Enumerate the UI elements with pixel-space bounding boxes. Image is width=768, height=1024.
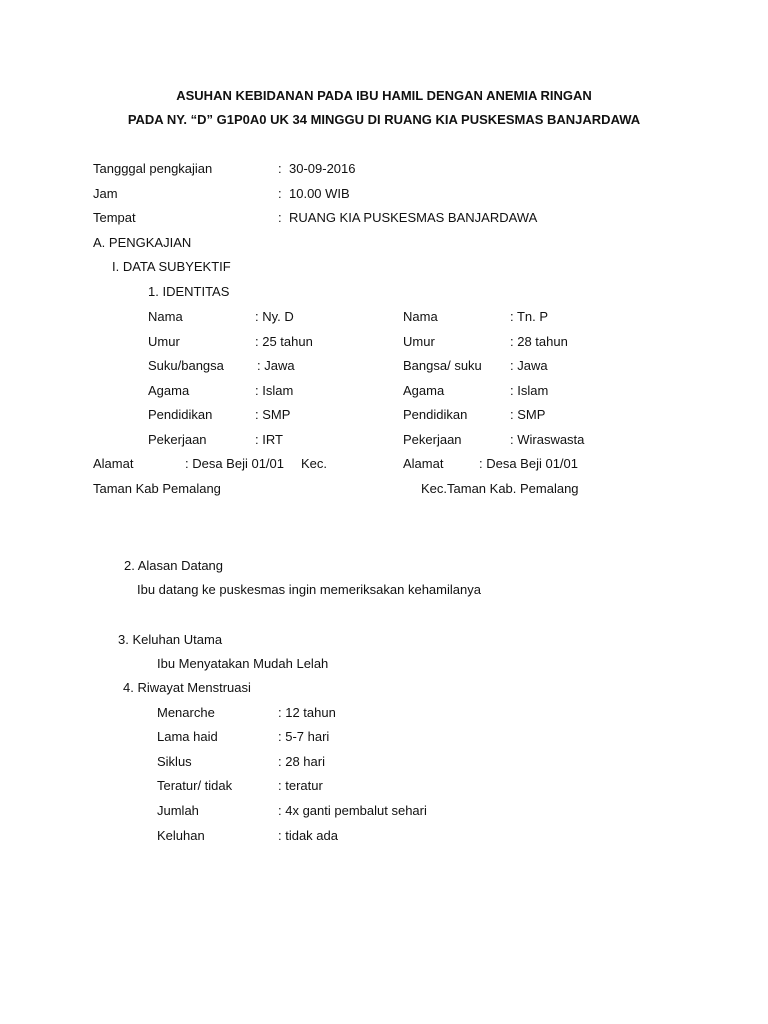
- ibu-alamat-kec: Kec.: [301, 456, 328, 471]
- ibu-agama-label: Agama: [148, 383, 190, 398]
- ibu-pekerjaan-label: Pekerjaan: [148, 432, 207, 447]
- suami-agama-label: Agama: [403, 383, 445, 398]
- ibu-umur-value: : 25 tahun: [255, 334, 313, 349]
- suami-pekerjaan-value: : Wiraswasta: [510, 432, 585, 447]
- lama-haid-label: Lama haid: [157, 729, 218, 744]
- ibu-alamat-label: Alamat: [93, 456, 134, 471]
- ibu-pendidikan-label: Pendidikan: [148, 407, 213, 422]
- keluhan-utama-heading: 3. Keluhan Utama: [118, 632, 223, 647]
- suami-nama-label: Nama: [403, 309, 438, 324]
- alasan-datang-heading: 2. Alasan Datang: [124, 558, 224, 573]
- section-i-heading: I. DATA SUBYEKTIF: [112, 259, 231, 274]
- keluhan-label: Keluhan: [157, 828, 205, 843]
- time-colon: :: [278, 186, 282, 201]
- ibu-suku-label: Suku/bangsa: [148, 358, 224, 373]
- suami-alamat-value: : Desa Beji 01/01: [479, 456, 579, 471]
- lama-haid-value: : 5-7 hari: [278, 729, 330, 744]
- suami-alamat-line2: Kec.Taman Kab. Pemalang: [421, 481, 579, 496]
- time-label: Jam: [93, 186, 118, 201]
- ibu-pendidikan-value: : SMP: [255, 407, 291, 422]
- ibu-alamat-line2: Taman Kab Pemalang: [93, 481, 221, 496]
- date-colon: :: [278, 161, 282, 176]
- keluhan-value: : tidak ada: [278, 828, 338, 843]
- ibu-nama-value: : Ny. D: [255, 309, 294, 324]
- ibu-alamat-value: : Desa Beji 01/01: [185, 456, 285, 471]
- suami-agama-value: : Islam: [510, 383, 549, 398]
- document-title-line1: ASUHAN KEBIDANAN PADA IBU HAMIL DENGAN ANEMIA RINGAN: [176, 88, 592, 103]
- suami-pekerjaan-label: Pekerjaan: [403, 432, 462, 447]
- section-a-heading: A. PENGKAJIAN: [93, 235, 192, 250]
- jumlah-value: : 4x ganti pembalut sehari: [278, 803, 427, 818]
- teratur-label: Teratur/ tidak: [157, 778, 233, 793]
- time-value: 10.00 WIB: [289, 186, 350, 201]
- identitas-heading: 1. IDENTITAS: [148, 284, 230, 299]
- alasan-datang-text: Ibu datang ke puskesmas ingin memeriksakan kehamilanya: [137, 582, 481, 597]
- date-label: Tangggal pengkajian: [93, 161, 213, 176]
- suami-umur-label: Umur: [403, 334, 435, 349]
- keluhan-utama-text: Ibu Menyatakan Mudah Lelah: [157, 656, 329, 671]
- ibu-nama-label: Nama: [148, 309, 183, 324]
- riwayat-menstruasi-heading: 4. Riwayat Menstruasi: [123, 680, 251, 695]
- place-colon: :: [278, 210, 282, 225]
- suami-pendidikan-value: : SMP: [510, 407, 546, 422]
- date-value: 30-09-2016: [289, 161, 356, 176]
- place-value: RUANG KIA PUSKESMAS BANJARDAWA: [289, 210, 538, 225]
- document-title-line2: PADA NY. “D” G1P0A0 UK 34 MINGGU DI RUANG KIA PUSKESMAS BANJARDAWA: [127, 112, 641, 127]
- suami-nama-value: : Tn. P: [510, 309, 549, 324]
- place-label: Tempat: [93, 210, 136, 225]
- suami-suku-value: : Jawa: [510, 358, 548, 373]
- menarche-label: Menarche: [157, 705, 215, 720]
- suami-pendidikan-label: Pendidikan: [403, 407, 468, 422]
- siklus-value: : 28 hari: [278, 754, 325, 769]
- siklus-label: Siklus: [157, 754, 192, 769]
- suami-suku-label: Bangsa/ suku: [403, 358, 482, 373]
- suami-umur-value: : 28 tahun: [510, 334, 568, 349]
- ibu-suku-value: : Jawa: [257, 358, 295, 373]
- ibu-pekerjaan-value: : IRT: [255, 432, 283, 447]
- suami-alamat-label: Alamat: [403, 456, 444, 471]
- menarche-value: : 12 tahun: [278, 705, 336, 720]
- ibu-umur-label: Umur: [148, 334, 180, 349]
- teratur-value: : teratur: [278, 778, 323, 793]
- jumlah-label: Jumlah: [157, 803, 199, 818]
- ibu-agama-value: : Islam: [255, 383, 294, 398]
